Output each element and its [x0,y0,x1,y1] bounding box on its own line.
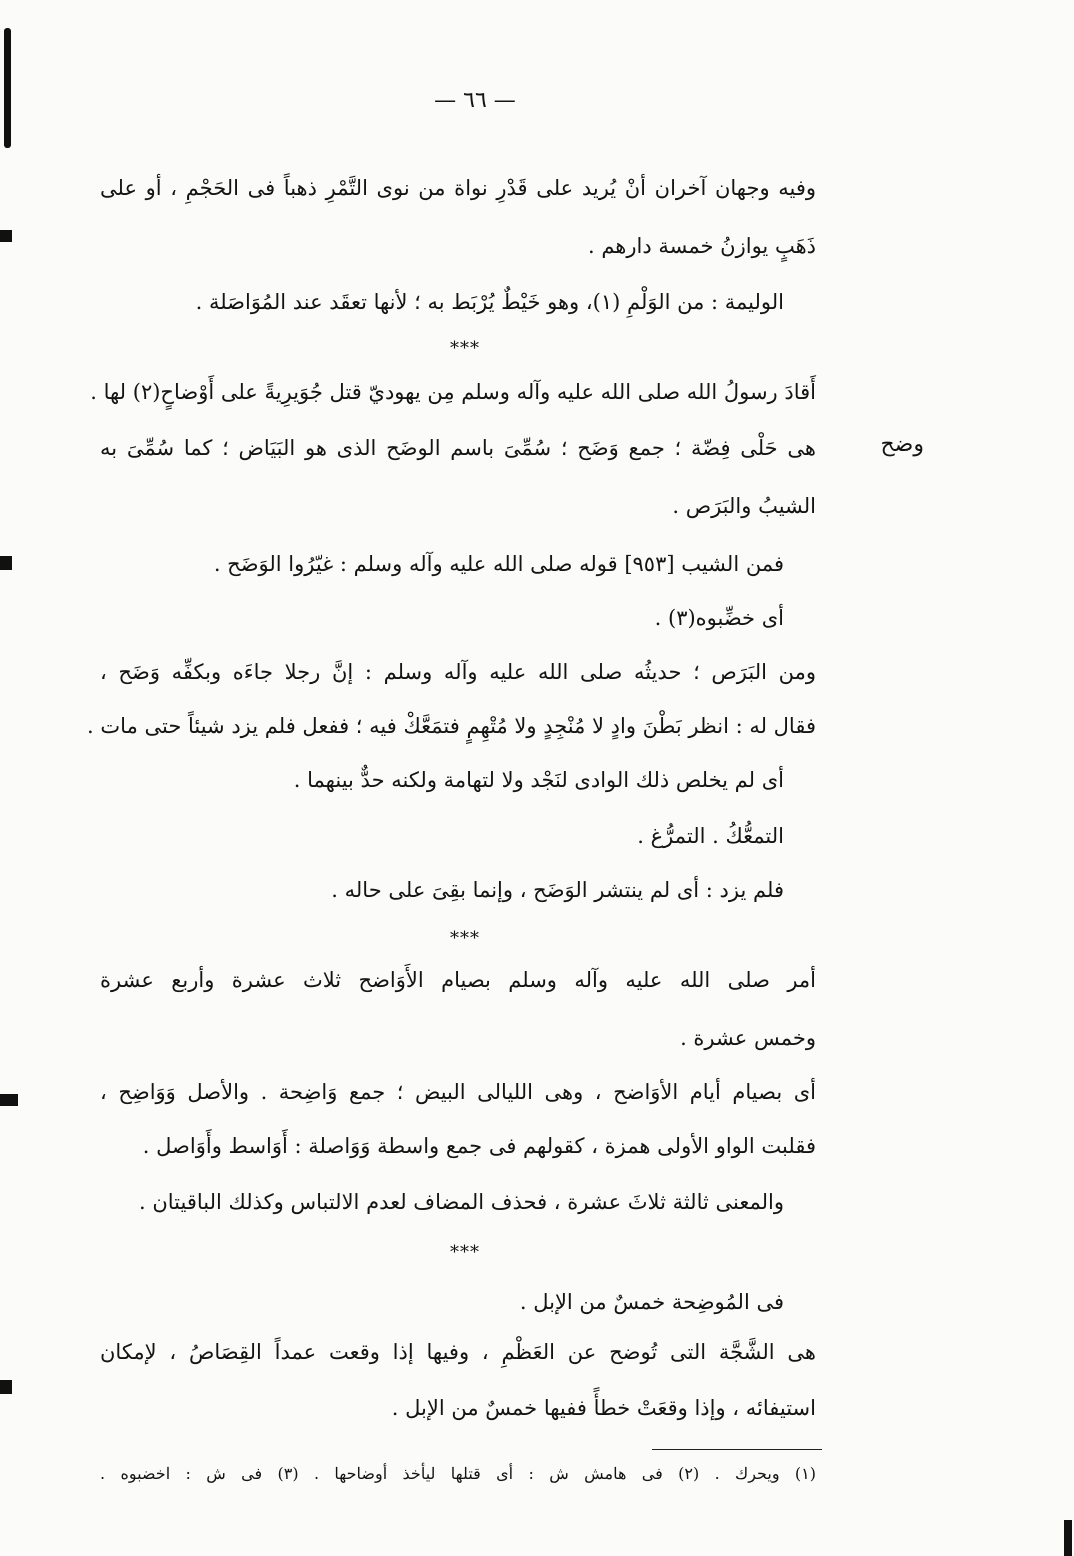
text-line: فقلبت الواو الأولى همزة ، كقولهم فى جمع واسطة وَوَاصلة : أَوَاسط وأَوَاصل . [142,1134,816,1158]
text-line: أى خضِّبوه(٣) . [654,606,784,630]
footnote-rule [652,1449,822,1450]
edge-mark [0,1094,18,1106]
text-line: فمن الشيب [٩٥٣] قوله صلى الله عليه وآله وسلم : غيّرُوا الوَضَح . [213,552,784,576]
text-line: الشيبُ والبَرَص . [672,494,816,518]
text-line: ذَهَبٍ يوازنُ خمسة دارهم . [587,234,816,258]
text-line: ومن البَرَص ؛ حديثُه صلى الله عليه وآله وسلم : إنَّ رجلا جاءَه وبكفِّه وَضَح ، [100,660,816,684]
text-line: التمعُّكُ . التمرُّغ . [637,824,784,848]
side-heading: وضح [880,432,924,457]
separator: *** [450,928,480,949]
edge-mark [0,556,12,570]
text-line: وفيه وجهان آخران أنْ يُريد على قَدْرِ نواة من نوى التَّمْرِ ذهباً فى الحَجْمِ ، أو على [100,176,816,200]
text-line: أى لم يخلص ذلك الوادى لنَجْد ولا لتهامة ولكنه حدٌّ بينهما . [293,768,784,792]
footnotes: (١) ويحرك . (٢) فى هامش ش : أى قتلها ليأخذ أوضاحها . (٣) فى ش : اخضبوه . [100,1464,816,1483]
text-line: فقال له : انظر بَطْنَ وادٍ لا مُنْجِدٍ ولا مُتْهِمٍ فتمَعَّكْ فيه ؛ ففعل فلم يزد شيئاً حتى مات . [87,714,816,738]
edge-mark [0,230,12,242]
text-line: وخمس عشرة . [680,1026,816,1050]
text-line: الوليمة : من الوَلْمِ (١)، وهو خَيْطٌ يُرْبَط به ؛ لأنها تعقَد عند المُوَاصَلة . [195,290,784,314]
text-line: والمعنى ثالثة ثلاثَ عشرة ، فحذف المضاف لعدم الالتباس وكذلك الباقيتان . [139,1190,784,1214]
edge-mark [1064,1520,1072,1556]
separator: *** [450,1242,480,1263]
text-line: أمر صلى الله عليه وآله وسلم بصيام الأَوَاضح ثلاث عشرة وأربع عشرة [100,968,816,992]
edge-mark [0,1380,12,1394]
text-line: فلم يزد : أى لم ينتشر الوَضَح ، وإنما بقِىَ على حاله . [331,878,784,902]
text-line: أى بصيام أيام الأوَاضح ، وهى الليالى البيض ؛ جمع وَاضِحة . والأصل وَوَاضِح ، [100,1080,816,1104]
text-line: أَقادَ رسولُ الله صلى الله عليه وآله وسلم مِن يهوديّ قتل جُوَيرِيةً على أَوْضاحٍ(٢) لها . [90,380,816,404]
page-number: — ٦٦ — [434,88,516,113]
text-line: هى الشَّجَّة التى تُوضح عن العَظْمِ ، وفيها إذا وقعت عمداً القِصَاصُ ، لإمكان [100,1340,816,1364]
separator: *** [450,338,480,359]
text-line: فى المُوضِحة خمسٌ من الإبل . [519,1290,784,1314]
text-line: هى حَلْى فِضّة ؛ جمع وَضَح ؛ سُمِّىَ باسم الوضَح الذى هو البَيَاض ؛ كما سُمِّىَ به [100,436,816,460]
text-line: استيفائه ، وإذا وقعَتْ خطأً ففيها خمسٌ من الإبل . [391,1396,816,1420]
